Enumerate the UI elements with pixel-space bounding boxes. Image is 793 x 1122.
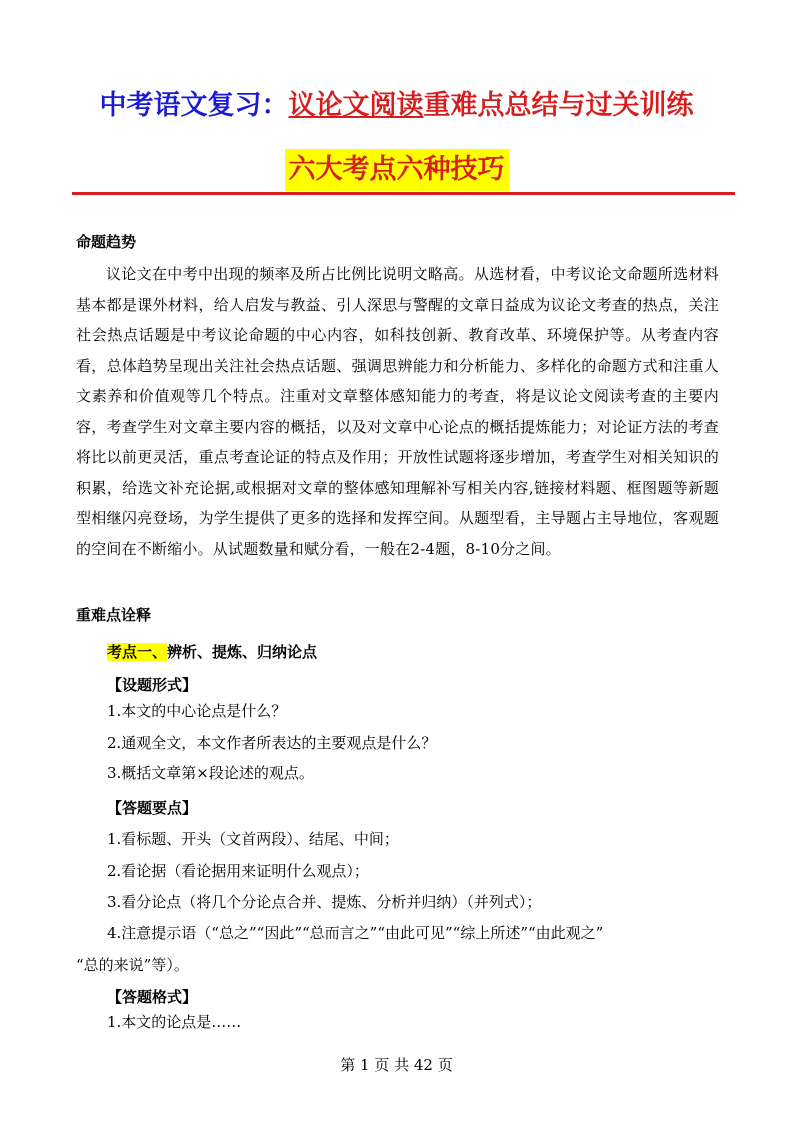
keys-heading: 【答题要点】 (107, 799, 198, 817)
title-underlined: 议论文阅读 (288, 90, 424, 121)
form-item: 2.通观全文，本文作者所表达的主要观点是什么？ (107, 734, 437, 752)
key-point-title: 辨析、提炼、归纳论点 (167, 643, 318, 661)
title-suffix: 重难点总结与过关训练 (423, 90, 694, 121)
title-divider (72, 192, 735, 195)
format-item: 1.本文的论点是…… (107, 1013, 242, 1031)
section-heading-trend: 命题趋势 (76, 233, 137, 251)
title-prefix: 中考语文复习： (99, 90, 289, 121)
form-item: 3.概括文章第×段论述的观点。 (107, 764, 314, 782)
keys-item: 4.注意提示语（“总之”“因此”“总而言之”“由此可见”“综上所述”“由此观之” (107, 924, 604, 942)
document-title (0, 86, 793, 126)
key-point-heading (107, 641, 317, 663)
trend-paragraph: 议论文在中考中出现的频率及所占比例比说明文略高。从选材看，中考议论文命题所选材料基本都是课外材料，给人启发与教益、引人深思与警醒的文章日益成为议论文考查的热点，关注社会热点话题是中考议论命题的中心内容，如科技创新、教育改革、环境保护等。从考查内容看，总体趋势呈现出关注社会热点话题、强调思辨能力和分析能力、多样化的命题方式和注重人文素养和价值观等几个特点。注重对文章整体感知能力的考查，将是议论文阅读考查的主要内容，考查学生对文章主要内容的概括，以及对文章中心论点的概括提炼能力；对论证方法的考查将比以前更灵活，重点考查论证的特点及作用；开放性试题将逐步增加，考查学生对相关知识的积累，给选文补充论据,或根据对文章的整体感知理解补写相关内容,链接材料题、框图题等新题型相继闪亮登场，为学生提供了更多的选择和发挥空间。从题型看，主导题占主导地位，客观题的空间在不断缩小。从试题数量和赋分看，一般在2-4题，8-10分之间。 (76, 265, 719, 558)
keys-item-continued: “总的来说”等）。 (76, 956, 189, 974)
form-item: 1.本文的中心论点是什么？ (107, 702, 287, 720)
keys-item: 3.看分论点（将几个分论点合并、提炼、分析并归纳）（并列式）； (107, 893, 542, 911)
section-heading-analysis: 重难点诠释 (76, 606, 152, 624)
format-heading: 【答题格式】 (107, 988, 198, 1006)
keys-item: 2.看论据（看论据用来证明什么观点）； (107, 862, 369, 880)
key-point-highlight: 考点一、 (107, 643, 168, 661)
subtitle: 六大考点六种技巧 (285, 149, 509, 191)
subtitle-banner (0, 149, 793, 191)
keys-item: 1.看标题、开头（文首两段）、结尾、中间； (107, 830, 399, 848)
form-heading: 【设题形式】 (107, 676, 198, 694)
page-number: 第 1 页 共 42 页 (340, 1056, 453, 1074)
